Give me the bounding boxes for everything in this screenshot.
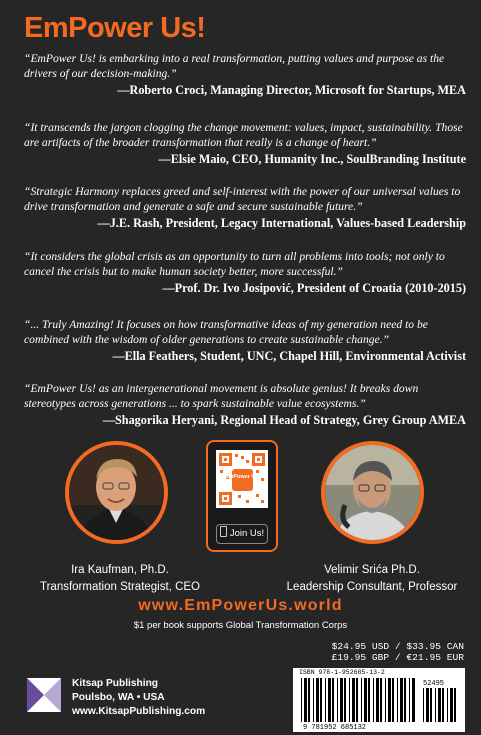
endorsement-attribution: —J.E. Rash, President, Legacy International, Values-based Leadership xyxy=(97,216,466,230)
author-photo-ira-kaufman xyxy=(65,441,168,544)
price-barcode-bars xyxy=(423,688,456,722)
endorsement-attribution: —Ella Feathers, Student, UNC, Chapel Hill, Environmental Activist xyxy=(112,349,466,363)
endorsement xyxy=(24,382,466,428)
endorsement xyxy=(24,250,466,296)
isbn-number: ISBN 978-1-952685-13-2 xyxy=(299,669,385,676)
author-role: Transformation Strategist, CEO xyxy=(40,581,200,593)
kitsap-publishing-logo xyxy=(27,678,61,712)
qr-code[interactable] xyxy=(216,450,268,508)
publisher-name: Kitsap Publishing xyxy=(72,678,159,689)
price-block xyxy=(300,641,464,663)
publisher-location: Poulsbo, WA • USA xyxy=(72,692,165,703)
qr-code-card[interactable] xyxy=(206,440,278,552)
join-us-label: Join Us! xyxy=(229,528,265,539)
author-caption-left xyxy=(20,562,220,596)
barcode-bars xyxy=(301,678,415,722)
support-note: $1 per book supports Global Transformation Corps xyxy=(133,620,348,631)
endorsement xyxy=(24,185,466,231)
endorsement-text: “EmPower Us! is embarking into a real transformation, putting values and purpose as the drivers of our decision-making.” xyxy=(24,52,445,80)
author-role: Leadership Consultant, Professor xyxy=(286,581,458,593)
author-photo-velimir-srica xyxy=(321,441,424,544)
endorsement-text: “EmPower Us! as an intergenerational movement is absolute genius! It breaks down stereotypes across generations ... to spark sustainable value ecosystems.” xyxy=(24,382,419,410)
endorsement xyxy=(24,318,466,364)
endorsement-text: “It transcends the jargon clogging the change movement: values, impact, sustainability. Those are artifacts of the broader transformation that really is a change of heart.” xyxy=(24,121,463,149)
price-line-usd-cad: $24.95 USD / $33.95 CAN xyxy=(331,641,464,652)
publisher-url[interactable]: www.KitsapPublishing.com xyxy=(72,706,206,717)
join-us-button[interactable] xyxy=(216,524,268,544)
isbn-barcode xyxy=(293,668,465,732)
endorsement-attribution: —Prof. Dr. Ivo Josipović, President of Croatia (2010-2015) xyxy=(162,281,466,295)
endorsement xyxy=(24,52,466,98)
author-name: Ira Kaufman, Ph.D. xyxy=(71,564,169,576)
endorsement-text: “It considers the global crisis as an opportunity to turn all problems into tools; not only to cancel the crisis but to make human society better, more successful.” xyxy=(24,250,445,278)
endorsement-text: “... Truly Amazing! It focuses on how transformative ideas of my generation need to be combined with the wisdom of older generations to create sustainable change.” xyxy=(24,318,428,346)
author-caption-right xyxy=(266,562,478,596)
qr-logo-text: EmPower Us! xyxy=(224,474,261,480)
endorsement-text: “Strategic Harmony replaces greed and self-interest with the power of our universal values to drive transformation and generate a safe and secure sustainable future.” xyxy=(24,185,461,213)
endorsement xyxy=(24,121,466,167)
phone-icon xyxy=(220,526,227,537)
endorsement-attribution: —Roberto Croci, Managing Director, Microsoft for Startups, MEA xyxy=(117,83,466,97)
endorsement-attribution: —Elsie Maio, CEO, Humanity Inc., SoulBranding Institute xyxy=(158,152,466,166)
barcode-price-code: 52495 xyxy=(423,680,445,688)
publisher-info xyxy=(72,677,205,719)
price-line-gbp-eur: £19.95 GBP / €21.95 EUR xyxy=(331,652,464,663)
book-title: EmPower Us! xyxy=(24,12,206,44)
author-name: Velimir Srića Ph.D. xyxy=(324,564,420,576)
endorsement-attribution: —Shagorika Heryani, Regional Head of Strategy, Grey Group AMEA xyxy=(102,413,466,427)
website-link[interactable]: www.EmPowerUs.world xyxy=(138,597,343,614)
barcode-digits: 9 781952 685132 xyxy=(303,724,367,732)
